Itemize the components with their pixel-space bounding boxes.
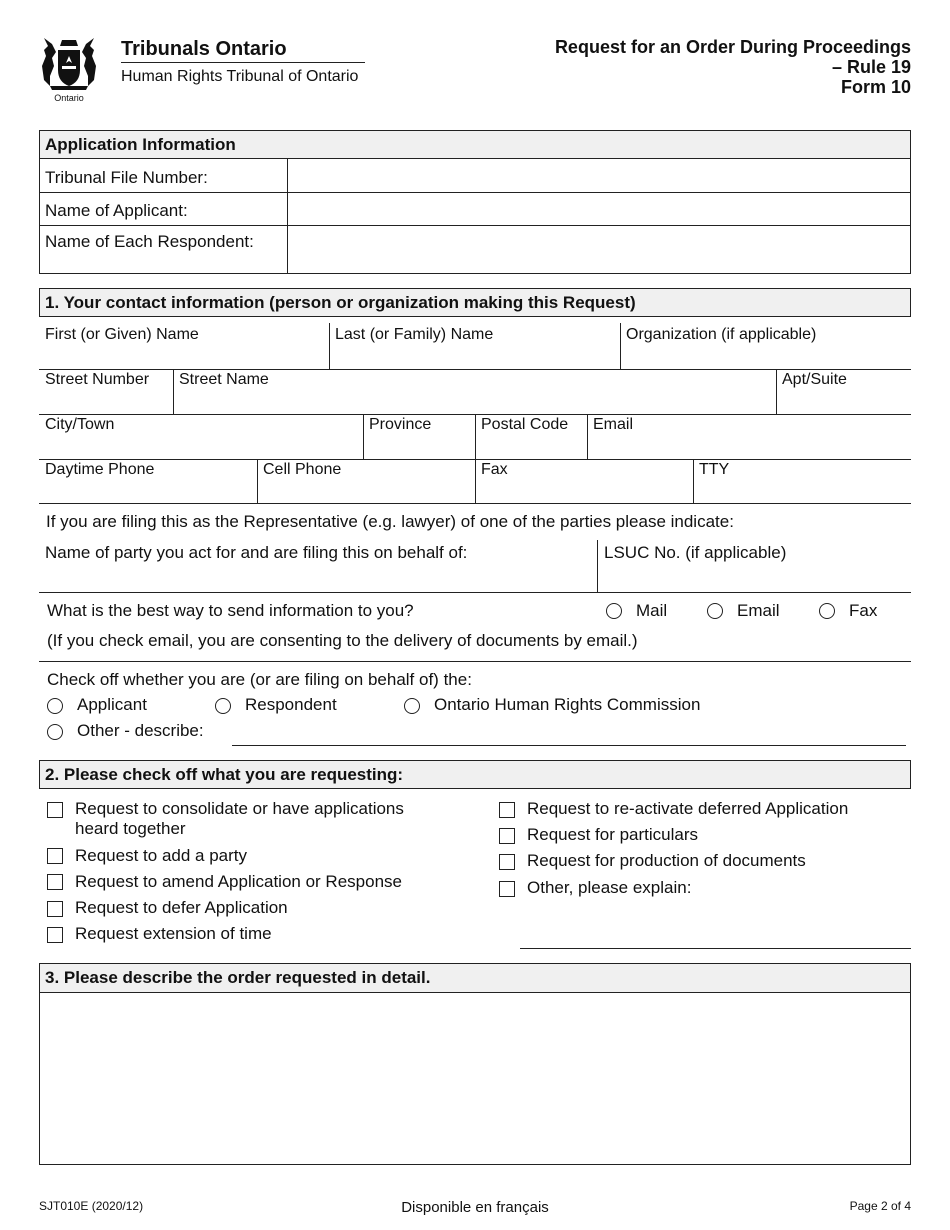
amend-label: Request to amend Application or Response [75,872,402,891]
consolidate-label: Request to consolidate or have applications [75,799,404,818]
tty-label: TTY [699,461,730,478]
applicant-radio-label: Applicant [77,695,147,714]
details-section [39,963,911,1165]
postal-code-label: Postal Code [481,416,569,433]
apt-suite-input[interactable] [782,391,906,411]
form-title [555,37,911,97]
email-radio[interactable] [707,603,723,619]
apt-suite-label: Apt/Suite [782,371,847,388]
defer-label: Request to defer Application [75,898,288,917]
contact-divider-v5 [363,414,364,459]
role-question: Check off whether you are (or are filing on behalf of) the: [47,670,472,689]
last-name-input[interactable] [335,346,615,366]
respondent-name-label: Name of Each Respondent: [45,232,254,251]
defer-checkbox[interactable] [47,901,63,917]
ontario-logo [36,36,102,104]
application-info-section [39,130,911,274]
extension-checkbox[interactable] [47,927,63,943]
contact-divider-v7 [587,414,588,459]
add-party-label: Request to add a party [75,846,248,865]
extension-label: Request extension of time [75,924,272,943]
cell-phone-input[interactable] [263,481,471,501]
order-details-input[interactable] [45,998,905,1160]
representative-intro: If you are filing this as the Representative (e.g. lawyer) of one of the parties please indicate: [46,512,734,531]
requests-section-heading: 2. Please check off what you are requesting: [45,765,404,784]
contact-row-divider-1 [39,369,911,370]
street-number-input[interactable] [45,391,169,411]
organization-input[interactable] [626,346,906,366]
delivery-row-divider [39,661,911,662]
app-info-divider-2 [40,225,910,226]
other-role-label: Other - describe: [77,721,204,740]
organization-label: Organization (if applicable) [626,326,817,343]
daytime-phone-input[interactable] [45,481,253,501]
other-request-underline [520,948,911,949]
logo-caption: Ontario [54,93,84,103]
reactivate-label: Request to re-activate deferred Application [527,799,849,818]
particulars-checkbox[interactable] [499,828,515,844]
commission-radio[interactable] [404,698,420,714]
application-info-header [40,131,910,159]
tribunal-file-number-input[interactable] [292,163,904,189]
other-role-radio[interactable] [47,724,63,740]
contact-section-header [39,288,911,317]
details-section-header [40,964,910,993]
applicant-radio[interactable] [47,698,63,714]
applicant-name-label: Name of Applicant: [45,201,188,220]
applicant-name-input[interactable] [292,196,904,222]
first-name-input[interactable] [45,346,325,366]
province-label: Province [369,416,432,433]
street-number-label: Street Number [45,371,150,388]
form-code: SJT010E (2020/12) [39,1199,144,1213]
form-title-line-1: Request for an Order During Proceedings [554,37,911,57]
contact-row-divider-4 [39,503,911,504]
daytime-phone-label: Daytime Phone [45,461,155,478]
fax-radio-label: Fax [849,601,878,620]
form-title-line-2: – Rule 19 [831,57,911,77]
lsuc-label: LSUC No. (if applicable) [604,543,787,562]
page-number: Page 2 of 4 [849,1199,911,1213]
app-info-divider-1 [40,192,910,193]
requests-section-header [39,760,911,789]
tty-input[interactable] [699,481,907,501]
street-name-label: Street Name [179,371,269,388]
other-request-checkbox[interactable] [499,881,515,897]
mail-radio-label: Mail [636,601,668,620]
contact-divider-v1 [329,323,330,369]
street-name-input[interactable] [179,391,771,411]
commission-radio-label: Ontario Human Rights Commission [434,695,701,714]
postal-code-input[interactable] [481,436,583,456]
other-role-input[interactable] [232,724,904,744]
form-title-line-3: Form 10 [840,77,911,97]
particulars-label: Request for particulars [527,825,699,844]
fax-label: Fax [481,461,508,478]
app-info-column-divider [287,159,288,273]
email-input[interactable] [593,436,907,456]
representative-divider-v [597,540,598,592]
last-name-label: Last (or Family) Name [335,326,494,343]
amend-checkbox[interactable] [47,874,63,890]
contact-divider-v4 [776,369,777,414]
fax-radio[interactable] [819,603,835,619]
consolidate-checkbox[interactable] [47,802,63,818]
fax-input[interactable] [481,481,689,501]
respondent-radio[interactable] [215,698,231,714]
coat-of-arms-icon [36,36,102,92]
application-info-heading: Application Information [45,135,236,154]
email-radio-label: Email [737,601,780,620]
contact-divider-v8 [257,459,258,503]
production-label: Request for production of documents [527,851,806,870]
mail-radio[interactable] [606,603,622,619]
representative-row-divider [39,592,911,593]
contact-divider-v10 [693,459,694,503]
province-input[interactable] [369,436,471,456]
contact-section-heading: 1. Your contact information (person or organization making this Request) [45,293,636,312]
contact-divider-v2 [620,323,621,369]
reactivate-checkbox[interactable] [499,802,515,818]
header-divider [121,62,365,63]
details-section-heading: 3. Please describe the order requested in detail. [45,968,431,987]
other-role-underline [232,745,906,746]
cell-phone-label: Cell Phone [263,461,342,478]
respondent-name-input[interactable] [292,229,904,269]
lsuc-input[interactable] [604,566,906,588]
org-name: Tribunals Ontario [121,38,287,60]
sub-org-name: Human Rights Tribunal of Ontario [121,68,359,85]
party-name-input[interactable] [45,566,593,588]
contact-divider-v9 [475,459,476,503]
add-party-checkbox[interactable] [47,848,63,864]
party-name-label: Name of party you act for and are filing this on behalf of: [45,543,468,562]
city-label: City/Town [45,416,115,433]
city-input[interactable] [45,436,359,456]
consolidate-label-wrap: heard together [75,819,186,838]
tribunal-file-number-label: Tribunal File Number: [45,168,208,187]
contact-divider-v6 [475,414,476,459]
first-name-label: First (or Given) Name [45,326,199,343]
production-checkbox[interactable] [499,854,515,870]
other-request-input[interactable] [520,924,908,946]
french-availability: Disponible en français [401,1199,549,1216]
send-method-question: What is the best way to send information to you? [47,601,414,620]
email-label: Email [593,416,634,433]
email-consent-note: (If you check email, you are consenting to the delivery of documents by email.) [47,631,638,650]
respondent-radio-label: Respondent [245,695,337,714]
contact-divider-v3 [173,369,174,414]
other-request-label: Other, please explain: [527,878,692,897]
